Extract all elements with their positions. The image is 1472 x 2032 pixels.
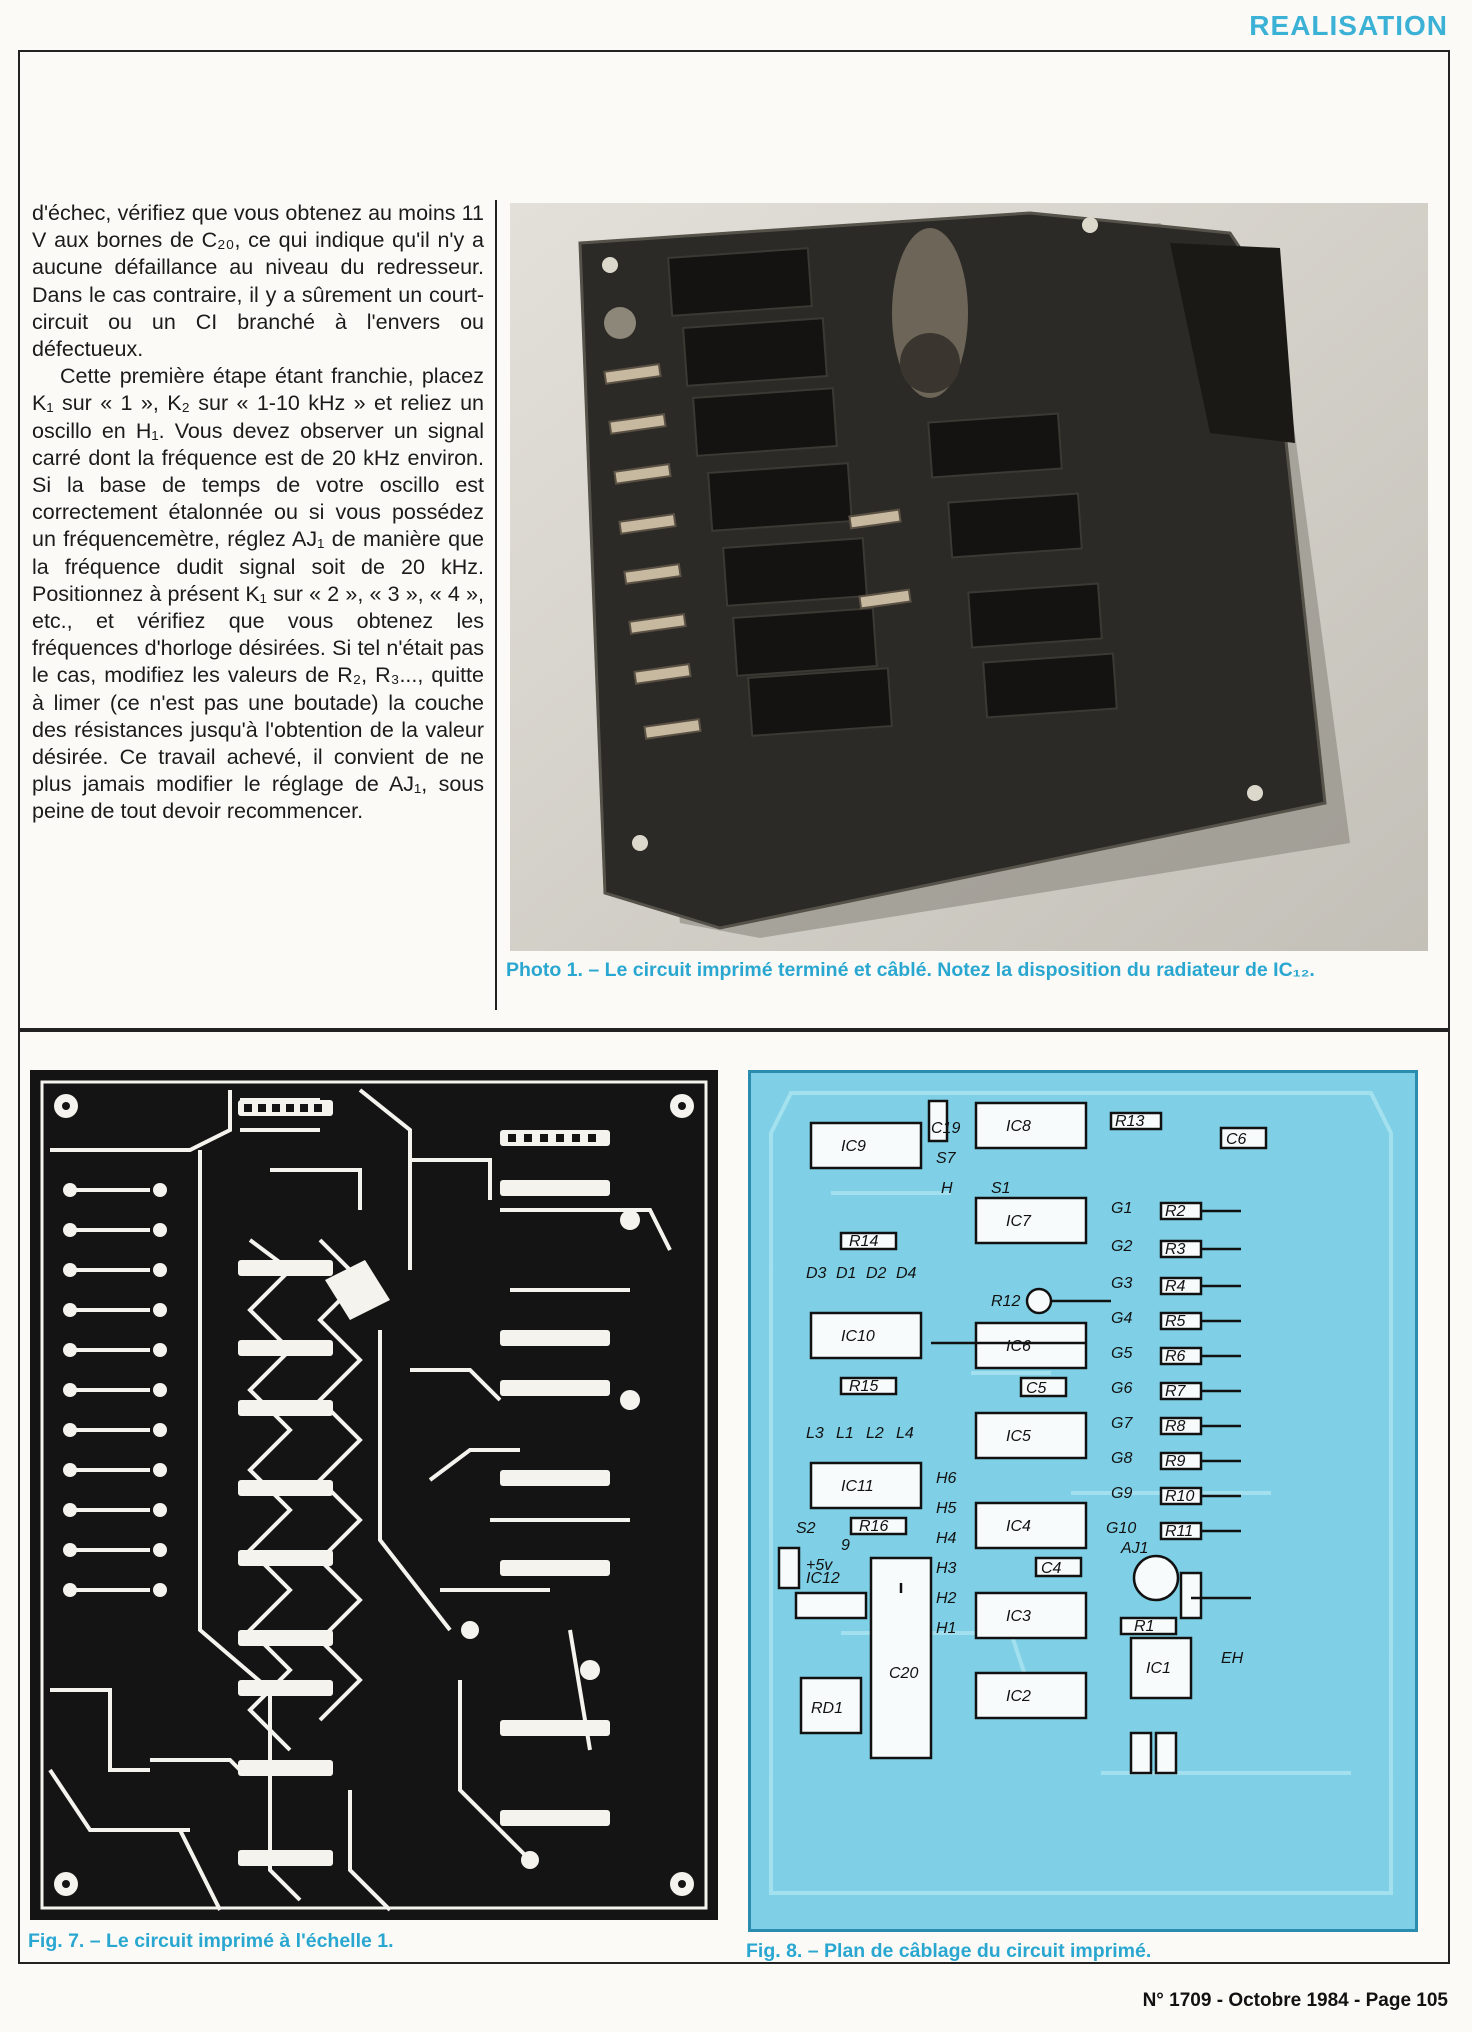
svg-text:R3: R3 [1165,1241,1186,1258]
svg-text:L2: L2 [866,1425,884,1442]
svg-text:R7: R7 [1165,1383,1186,1400]
svg-text:H3: H3 [936,1560,957,1577]
svg-text:D2: D2 [866,1265,887,1282]
section-title: REALISATION [1249,10,1448,41]
svg-text:R4: R4 [1165,1278,1186,1295]
svg-text:R2: R2 [1165,1203,1186,1220]
svg-text:R11: R11 [1165,1523,1194,1540]
pcb-trace-diagram [30,1070,718,1920]
svg-text:AJ1: AJ1 [1121,1540,1149,1557]
svg-text:R9: R9 [1165,1453,1186,1470]
svg-text:R13: R13 [1115,1113,1145,1130]
svg-text:D3: D3 [806,1265,827,1282]
svg-text:IC11: IC11 [841,1478,874,1495]
svg-text:G9: G9 [1111,1485,1133,1502]
svg-text:G10: G10 [1106,1520,1137,1537]
svg-text:C4: C4 [1041,1560,1062,1577]
article-paragraph: Cette première étape étant franchie, placez K₁ sur « 1 », K₂ sur « 1-10 kHz » et reliez un oscillo en H₁. Vous devez observer un signal carré dont la fréquence est de 20 kHz environ. Si la base de temps de votre oscillo est correctement étalonnée ou si vous possédez un fréquencemètre, réglez AJ₁ de manière que la fréquence dudit signal soit de 20 kHz. Positionnez à présent K₁ sur « 2 », « 3 », « 4 », etc., et vérifiez que vous obtenez les fréquences d'horloge désirées. Si tel n'était pas le cas, modifiez les valeurs de R₂, R₃..., quitte à limer (ce n'est pas une boutade) la couche des résistances jusqu'à l'obtention de la valeur désirée. Ce travail achevé, il convient de ne plus jamais modifier le réglage de AJ₁, sous peine de tout devoir recommencer. [32,364,484,824]
svg-text:IC7: IC7 [1006,1213,1031,1230]
svg-text:H5: H5 [936,1500,957,1517]
svg-text:R5: R5 [1165,1313,1186,1330]
svg-text:EH: EH [1221,1650,1244,1667]
svg-text:G3: G3 [1111,1275,1133,1292]
svg-text:IC12: IC12 [806,1570,840,1587]
photo-caption: Photo 1. – Le circuit imprimé terminé et câblé. Notez la disposition du radiateur de IC₁₂. [506,959,1315,981]
svg-text:G5: G5 [1111,1345,1133,1362]
article-paragraph: d'échec, vérifiez que vous obtenez au moins 11 V aux bornes de C₂₀, ce qui indique qu'il n'y a aucune défaillance au niveau du redresseur. Dans le cas contraire, il y a sûrement un court-circuit ou un CI branché à l'envers ou défectueux. [32,201,484,362]
svg-text:R12: R12 [991,1293,1021,1310]
page-footer: N° 1709 - Octobre 1984 - Page 105 [1142,1990,1448,2011]
svg-text:IC4: IC4 [1006,1518,1031,1535]
svg-text:S2: S2 [796,1520,816,1537]
svg-text:9: 9 [841,1537,850,1554]
svg-text:C6: C6 [1226,1131,1247,1148]
svg-text:R10: R10 [1165,1488,1195,1505]
svg-text:C5: C5 [1026,1380,1047,1397]
svg-text:G8: G8 [1111,1450,1133,1467]
svg-text:H4: H4 [936,1530,957,1547]
svg-text:R1: R1 [1134,1618,1155,1635]
svg-text:L4: L4 [896,1425,914,1442]
svg-text:C20: C20 [889,1665,919,1682]
svg-text:D4: D4 [896,1265,917,1282]
svg-text:G7: G7 [1111,1415,1133,1432]
column-divider [495,200,497,1010]
svg-text:G2: G2 [1111,1238,1133,1255]
svg-text:C19: C19 [931,1120,961,1137]
pcb-layout-figure [30,1070,718,1920]
svg-text:H2: H2 [936,1590,957,1607]
svg-text:L1: L1 [836,1425,854,1442]
circuit-photo-illustration [510,203,1428,951]
svg-text:IC8: IC8 [1006,1118,1031,1135]
svg-text:R14: R14 [849,1233,879,1250]
svg-text:S1: S1 [991,1180,1011,1197]
svg-text:RD1: RD1 [811,1700,844,1717]
fig8-caption: Fig. 8. – Plan de câblage du circuit imprimé. [746,1940,1152,1962]
svg-text:S7: S7 [936,1150,956,1167]
article-body [32,200,484,826]
wiring-plan-figure [748,1070,1418,1932]
svg-text:G6: G6 [1111,1380,1133,1397]
svg-text:G1: G1 [1111,1200,1133,1217]
svg-text:IC1: IC1 [1146,1660,1171,1677]
svg-text:R6: R6 [1165,1348,1186,1365]
svg-text:+5v: +5v [806,1557,833,1574]
svg-text:D1: D1 [836,1265,857,1282]
svg-text:IC9: IC9 [841,1138,866,1155]
svg-text:IC5: IC5 [1006,1428,1031,1445]
svg-text:IC10: IC10 [841,1328,875,1345]
svg-text:R15: R15 [849,1378,879,1395]
svg-text:R8: R8 [1165,1418,1186,1435]
circuit-photo [510,203,1428,951]
svg-text:H6: H6 [936,1470,957,1487]
svg-text:L3: L3 [806,1425,824,1442]
svg-text:H1: H1 [936,1620,957,1637]
svg-text:H: H [941,1180,953,1197]
wiring-plan-diagram [751,1073,1415,1929]
svg-text:G4: G4 [1111,1310,1133,1327]
fig7-caption: Fig. 7. – Le circuit imprimé à l'échelle 1. [28,1930,394,1952]
svg-text:IC6: IC6 [1006,1338,1031,1355]
svg-text:IC2: IC2 [1006,1688,1031,1705]
svg-text:IC3: IC3 [1006,1608,1031,1625]
svg-text:R16: R16 [859,1518,889,1535]
